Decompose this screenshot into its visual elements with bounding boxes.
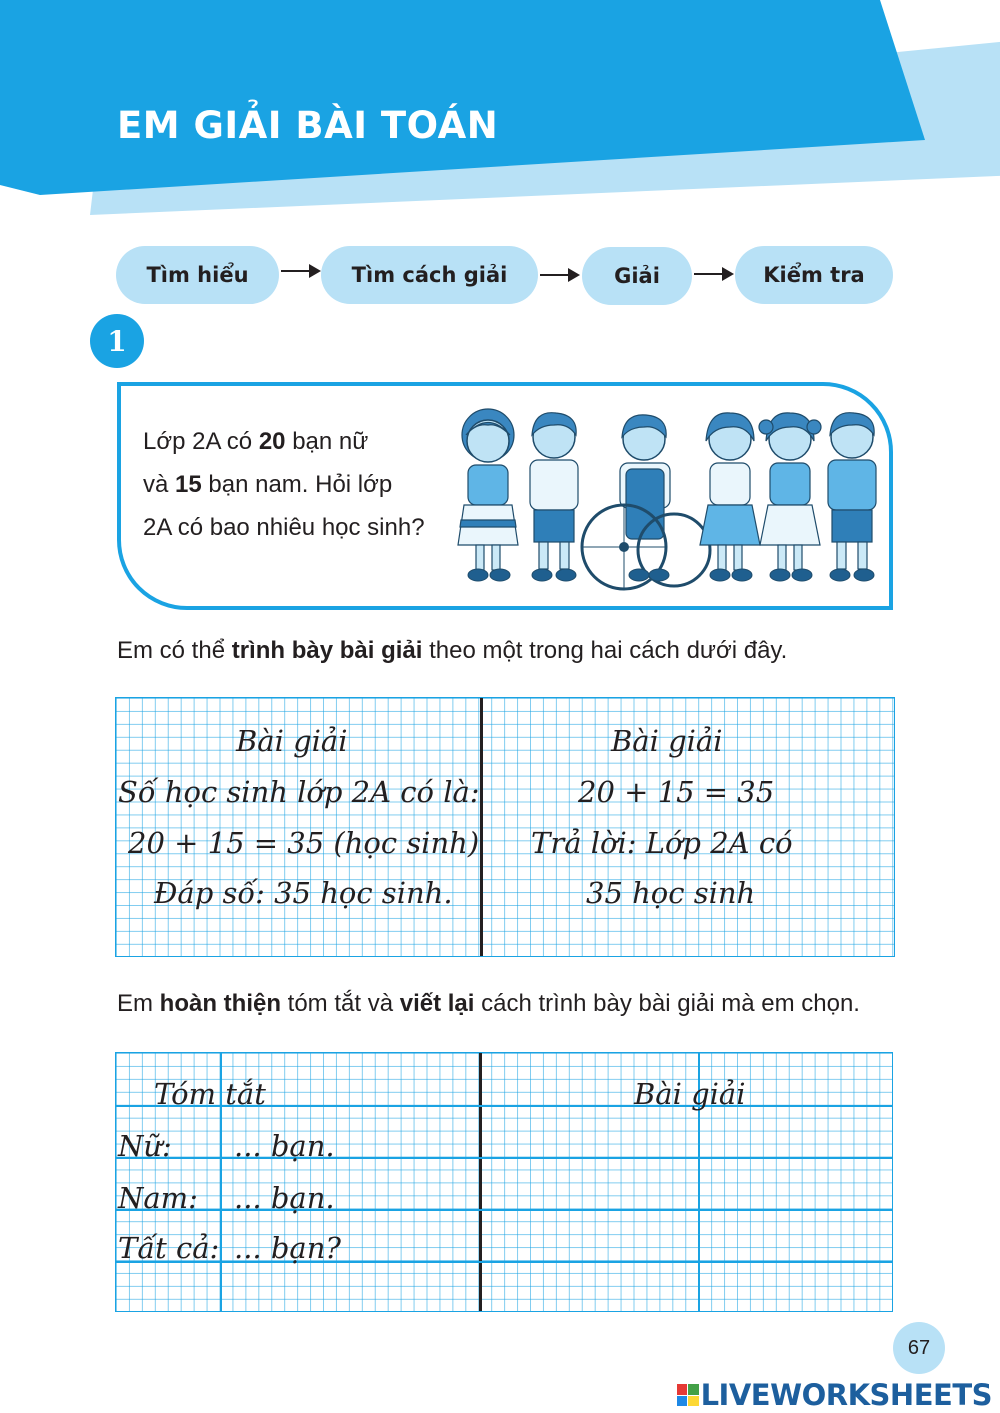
problem-line-3: 2A có bao nhiêu học sinh? [143, 514, 425, 541]
exercise-number-badge: 1 [90, 314, 144, 368]
problem-line-1: Lớp 2A có 20 bạn nữ [143, 428, 369, 455]
step-kiem-tra [735, 246, 893, 304]
right-solution-title: Bài giải [611, 724, 723, 758]
step-tim-cach-giai [321, 246, 538, 304]
page-title: EM GIẢI BÀI TOÁN [117, 104, 499, 147]
summary-label-nam: Nam: [118, 1181, 198, 1215]
practice-solution-title: Bài giải [634, 1077, 746, 1111]
summary-label-nu: Nữ: [118, 1129, 172, 1163]
grid-row-line [116, 1209, 892, 1211]
brand-text: LIVEWORKSHEETS [700, 1378, 992, 1412]
arrow-icon [694, 273, 732, 275]
girl-figure [759, 413, 821, 581]
step-label: Giải [614, 264, 660, 288]
girl-figure [458, 409, 518, 581]
solution-grid [115, 697, 895, 957]
problem-line-2: và 15 bạn nam. Hỏi lớp [143, 471, 393, 498]
summary-value-tat-ca: ... bạn? [234, 1231, 341, 1265]
grid-row-line [116, 1157, 892, 1159]
problem-text [143, 420, 473, 549]
instruction-2: Em hoàn thiện tóm tắt và viết lại cách trình bày bài giải mà em chọn. [117, 990, 860, 1017]
step-label: Tìm cách giải [351, 263, 508, 287]
right-solution-line-1: 20 + 15 = 35 [578, 775, 775, 809]
liveworksheets-icon [677, 1384, 699, 1406]
page-number: 67 [893, 1322, 945, 1374]
grid-row-line [116, 1261, 892, 1263]
step-label: Tìm hiểu [146, 263, 249, 287]
step-tim-hieu [116, 246, 279, 304]
boy-figure [530, 413, 578, 581]
summary-label-tat-ca: Tất cả: [118, 1231, 220, 1265]
practice-grid [115, 1052, 893, 1312]
summary-value-nam: ... bạn. [234, 1181, 335, 1215]
arrow-icon [281, 270, 319, 272]
wheelchair-figure [582, 415, 710, 589]
right-solution-line-2: Trả lời: Lớp 2A có [531, 826, 793, 860]
left-solution-line-1: Số học sinh lớp 2A có là: [118, 775, 480, 809]
summary-value-nu: ... bạn. [234, 1129, 335, 1163]
children-illustration [452, 405, 887, 600]
grid-divider [480, 698, 483, 956]
boy-figure [828, 413, 876, 581]
arrow-icon [540, 274, 578, 276]
summary-title: Tóm tắt [154, 1077, 266, 1111]
right-solution-line-3: 35 học sinh [586, 876, 756, 910]
left-solution-line-2: 20 + 15 = 35 (học sinh) [128, 826, 480, 860]
liveworksheets-logo[interactable] [677, 1378, 992, 1412]
left-solution-answer: Đáp số: 35 học sinh. [154, 876, 453, 910]
grid-divider [479, 1053, 482, 1311]
step-label: Kiểm tra [763, 263, 865, 287]
instruction-1: Em có thể trình bày bài giải theo một trong hai cách dưới đây. [117, 637, 788, 664]
left-solution-title: Bài giải [236, 724, 348, 758]
step-giai [582, 247, 692, 305]
